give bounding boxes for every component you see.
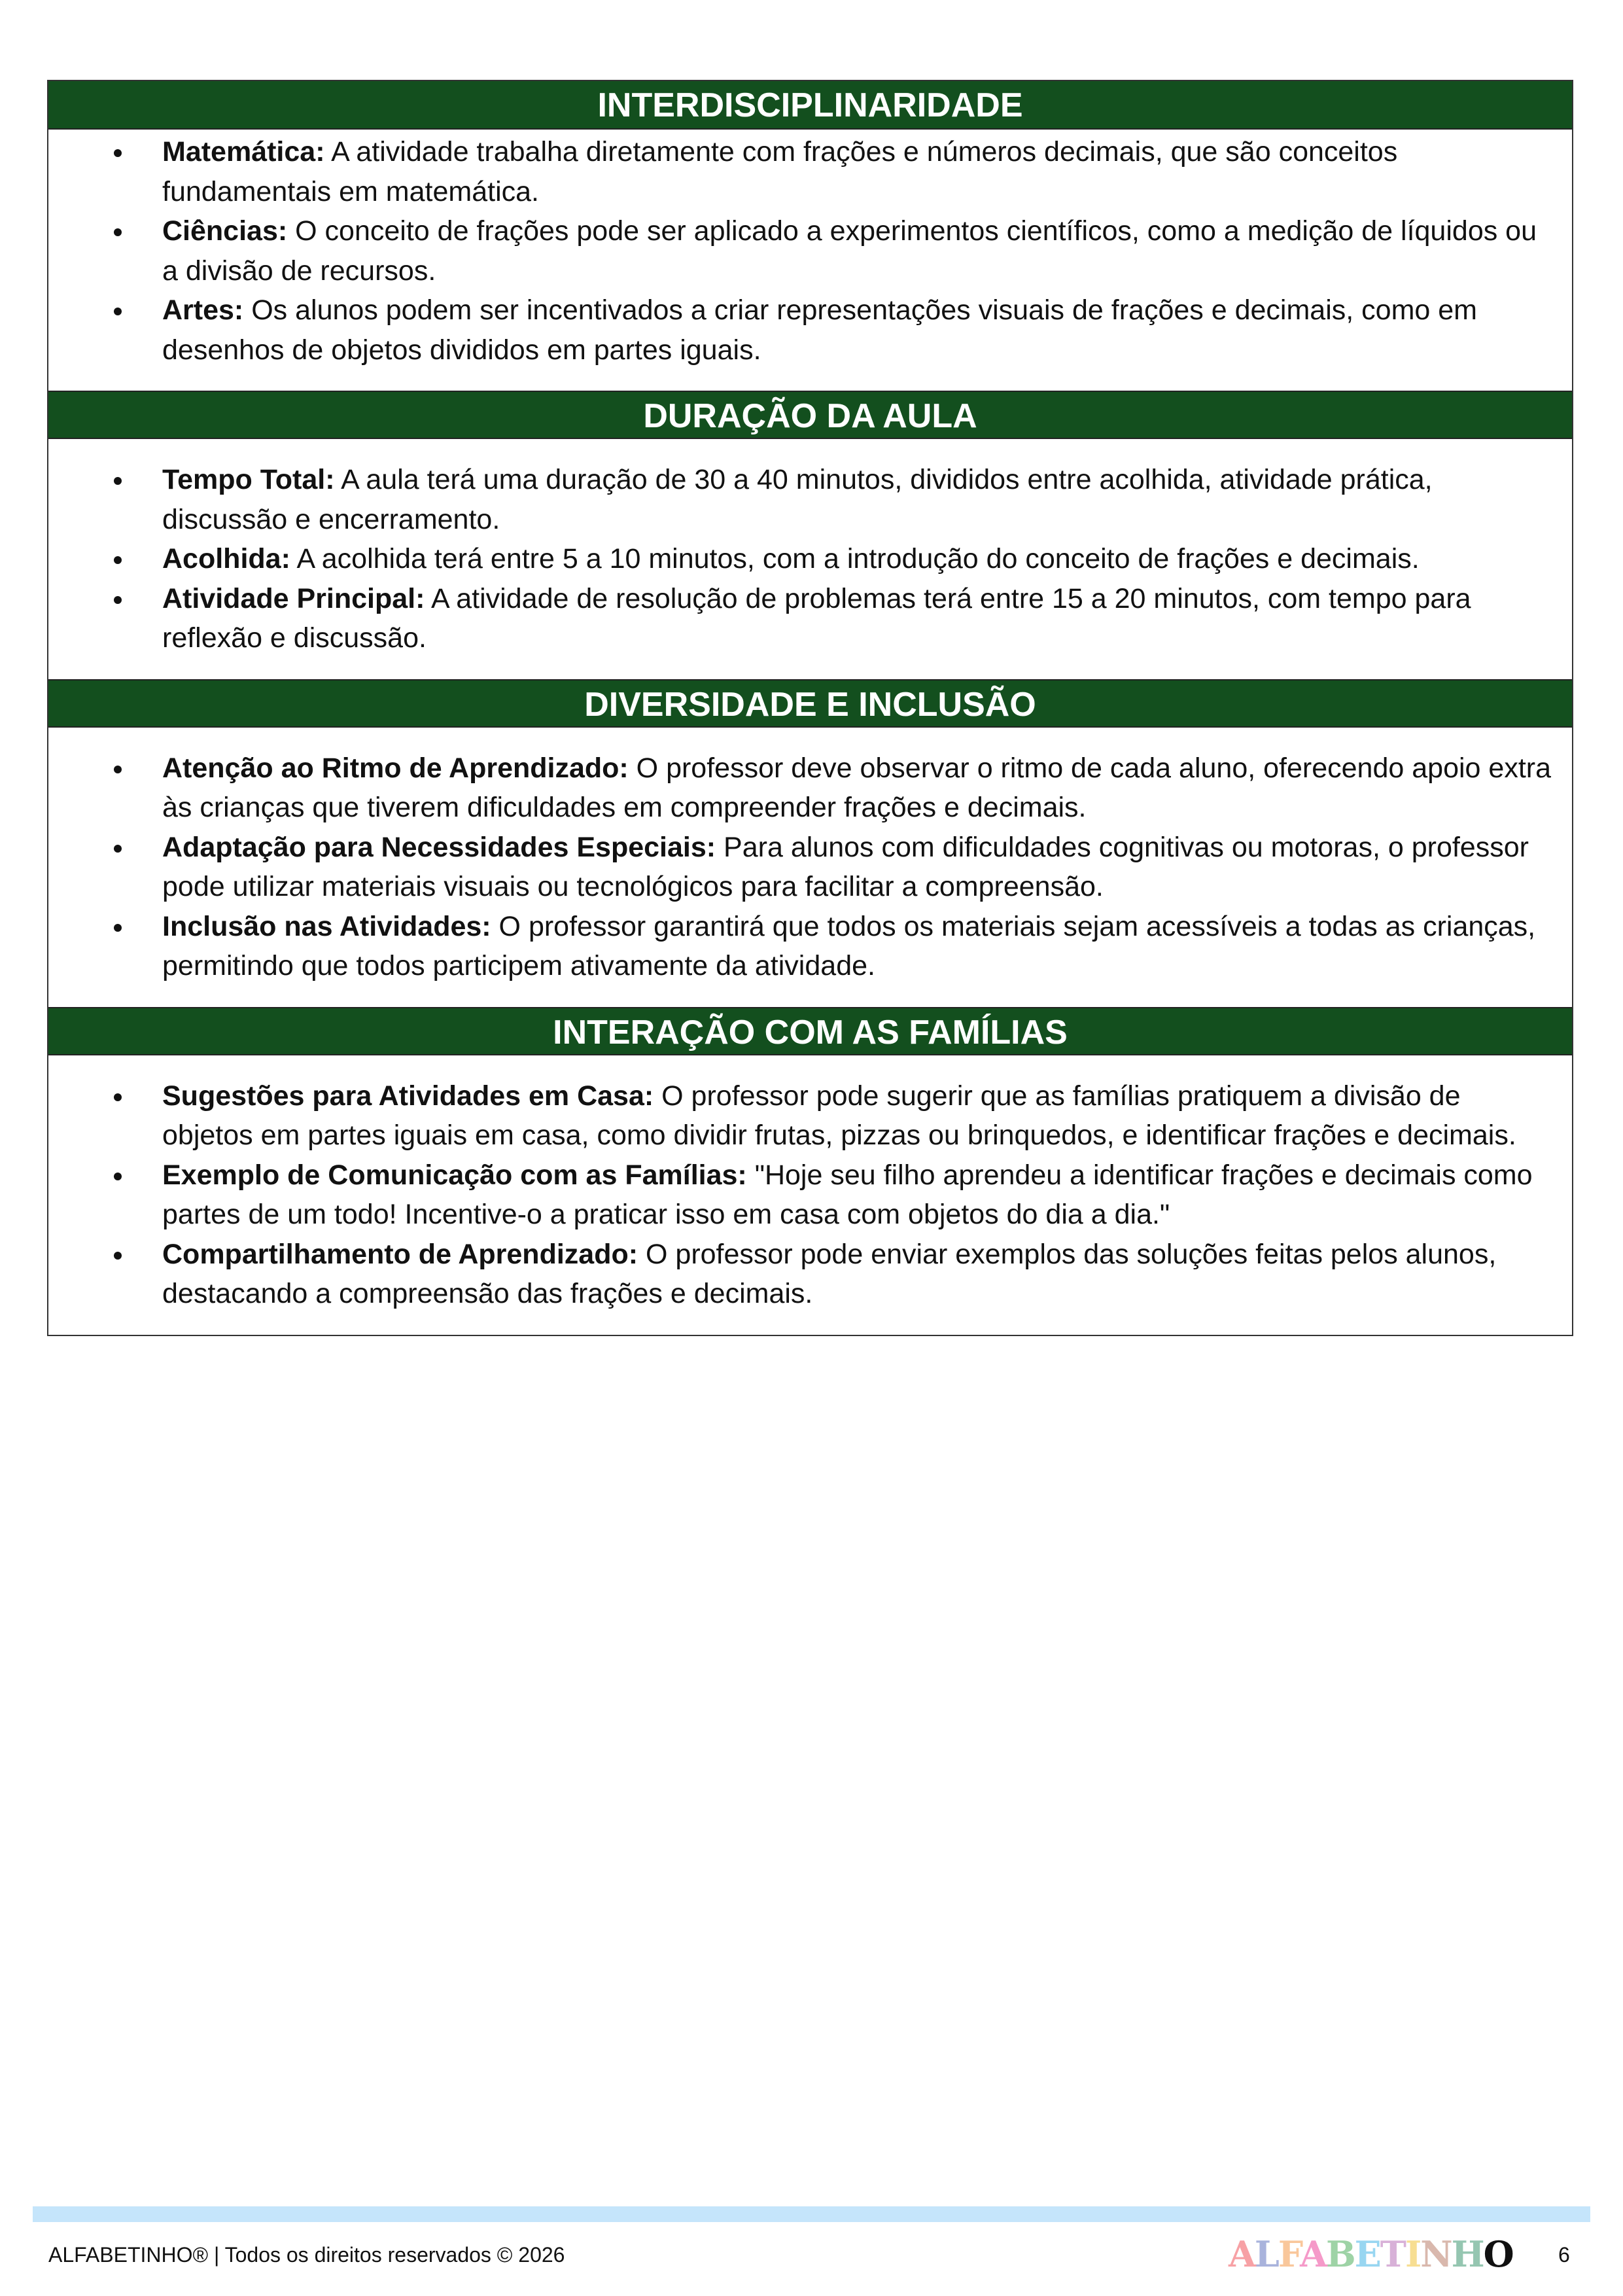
section-header: INTERDISCIPLINARIDADE: [48, 81, 1572, 130]
footer-bar: [33, 2206, 1590, 2222]
item-text: "Hoje seu filho aprendeu a identificar frações e decimais como partes de um todo! Incentive-o a praticar isso em casa com objetos do dia a dia.": [162, 1159, 1533, 1230]
item-text: O professor pode enviar exemplos das soluções feitas pelos alunos, destacando a compreensão das frações e decimais.: [162, 1238, 1497, 1309]
list-item: [162, 1156, 1559, 1235]
bullet-icon: [114, 924, 122, 932]
list-item: [162, 749, 1559, 828]
logo-letter: O: [1483, 2233, 1513, 2275]
item-text: A acolhida terá entre 5 a 10 minutos, com a introdução do conceito de frações e decimais.: [290, 543, 1420, 574]
item-label: Exemplo de Comunicação com as Famílias:: [162, 1159, 747, 1191]
bullet-list: [48, 1055, 1572, 1335]
list-item: [162, 291, 1559, 370]
section-header: DIVERSIDADE E INCLUSÃO: [48, 679, 1572, 728]
list-item: [162, 539, 1559, 579]
item-text: O professor deve observar o ritmo de cada aluno, oferecendo apoio extra às crianças que tiverem dificuldades em compreender frações e decimais.: [162, 752, 1551, 823]
bullet-icon: [114, 766, 122, 773]
section-header: INTERAÇÃO COM AS FAMÍLIAS: [48, 1007, 1572, 1055]
item-label: Acolhida:: [162, 543, 290, 574]
item-label: Ciências:: [162, 215, 288, 247]
item-label: Atividade Principal:: [162, 582, 425, 614]
item-label: Artes:: [162, 294, 244, 326]
section-header: DURAÇÃO DA AULA: [48, 391, 1572, 439]
item-text: A aula terá uma duração de 30 a 40 minutos, divididos entre acolhida, atividade prática, discussão e encerramento.: [162, 464, 1433, 535]
item-label: Matemática:: [162, 136, 325, 168]
list-item: [162, 828, 1559, 907]
bullet-icon: [114, 845, 122, 853]
logo-letter: L: [1254, 2233, 1278, 2275]
bullet-icon: [114, 1252, 122, 1260]
alfabetinho-logo: [1229, 2233, 1513, 2275]
logo-letter: B: [1325, 2233, 1355, 2275]
item-text: O professor garantirá que todos os materiais sejam acessíveis a todas as crianças, permitindo que todos participem ativamente da atividade.: [162, 910, 1536, 981]
list-item: [162, 1076, 1559, 1156]
list-item: [162, 1235, 1559, 1314]
page-number: 6: [1558, 2243, 1570, 2267]
logo-letter: H: [1451, 2233, 1484, 2275]
item-label: Inclusão nas Atividades:: [162, 910, 491, 942]
bullet-list: [48, 439, 1572, 679]
bullet-icon: [114, 1093, 122, 1101]
item-text: Os alunos podem ser incentivados a criar representações visuais de frações e decimais, como em desenhos de objetos divididos em partes iguais.: [162, 294, 1477, 366]
bullet-icon: [114, 149, 122, 157]
bullet-list: [48, 130, 1572, 391]
footer-copyright: ALFABETINHO® | Todos os direitos reservados © 2026: [48, 2243, 565, 2267]
bullet-icon: [114, 1173, 122, 1180]
item-text: Para alunos com dificuldades cognitivas ou motoras, o professor pode utilizar materiais visuais ou tecnológicos para facilitar a compreensão.: [162, 831, 1529, 902]
list-item: [162, 132, 1559, 211]
logo-letter: I: [1405, 2233, 1421, 2275]
bullet-list: [48, 728, 1572, 1007]
logo-letter: A: [1229, 2233, 1255, 2275]
list-item: [162, 211, 1559, 291]
list-item: [162, 460, 1559, 539]
list-item: [162, 907, 1559, 986]
logo-letter: E: [1354, 2233, 1380, 2275]
logo-letter: T: [1380, 2233, 1405, 2275]
item-label: Compartilhamento de Aprendizado:: [162, 1238, 638, 1270]
logo-letter: F: [1278, 2233, 1300, 2275]
list-item: [162, 579, 1559, 658]
item-label: Atenção ao Ritmo de Aprendizado:: [162, 752, 629, 784]
logo-letter: N: [1420, 2233, 1452, 2275]
content-table: [47, 80, 1573, 1336]
bullet-icon: [114, 477, 122, 485]
item-label: Tempo Total:: [162, 464, 335, 495]
logo-letter: A: [1300, 2233, 1326, 2275]
bullet-icon: [114, 308, 122, 315]
item-text: O conceito de frações pode ser aplicado a experimentos científicos, como a medição de líquidos ou a divisão de recursos.: [162, 215, 1537, 287]
item-label: Sugestões para Atividades em Casa:: [162, 1080, 654, 1112]
item-text: A atividade trabalha diretamente com frações e números decimais, que são conceitos fundamentais em matemática.: [162, 136, 1398, 207]
bullet-icon: [114, 228, 122, 236]
item-text: O professor pode sugerir que as famílias pratiquem a divisão de objetos em partes iguais em casa, como dividir frutas, pizzas ou brinquedos, e identificar frações e decimais.: [162, 1080, 1516, 1151]
item-label: Adaptação para Necessidades Especiais:: [162, 831, 716, 863]
bullet-icon: [114, 596, 122, 604]
bullet-icon: [114, 556, 122, 564]
item-text: A atividade de resolução de problemas terá entre 15 a 20 minutos, com tempo para reflexão e discussão.: [162, 582, 1471, 654]
